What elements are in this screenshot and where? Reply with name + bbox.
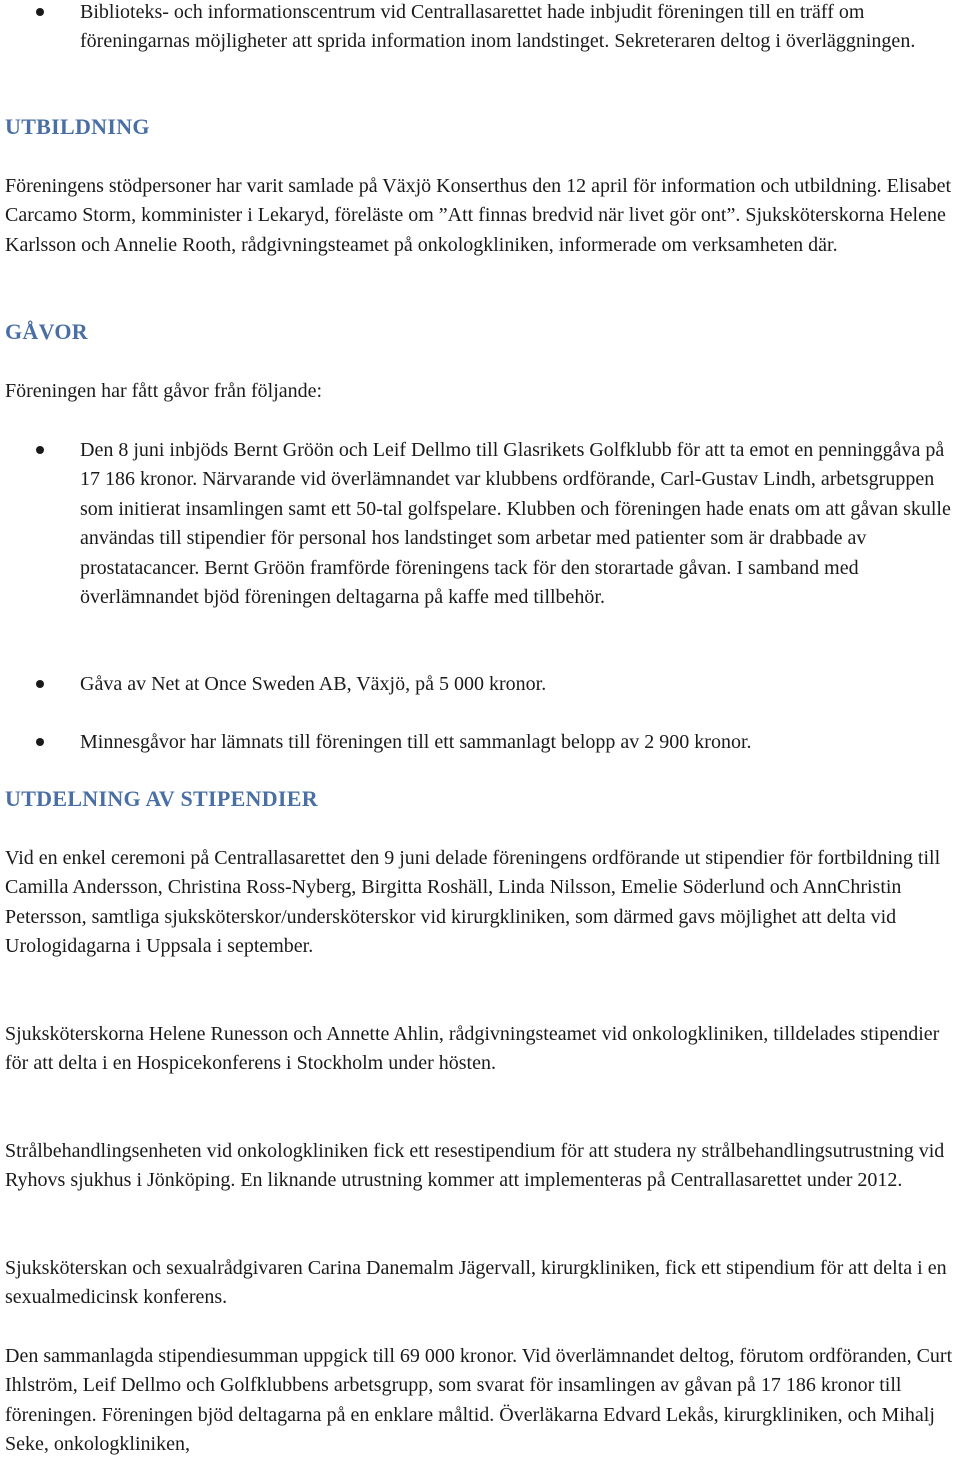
gavor-item: Minnesgåvor har lämnats till föreningen till ett sammanlagt belopp av 2 900 kronor. xyxy=(80,731,752,753)
intro-bullet-text: Biblioteks- och informationscentrum vid Centrallasarettet hade inbjudit föreningen till en träff om föreningarnas möjligheter att sprida information inom landstinget. Sekreteraren deltog i överläggningen. xyxy=(80,1,916,53)
gavor-item: Den 8 juni inbjöds Bernt Gröön och Leif Dellmo till Glasrikets Golfklubb för att ta emot en penninggåva på 17 186 kronor. Närvarande vid överlämnandet var klubbens ordförande, Carl-Gustav Lindh, arbetsgruppen som initierat insamlingen samt ett 50-tal golfspelare. Klubben och föreningen hade enats om att gåvan skulle användas till stipendier för personal hos landstinget som arbetar med patienter som är drabbade av prostatacancer. Bernt Gröön framförde föreningens tack för den storartade gåvan. I samband med överlämnandet bjöd föreningen deltagarna på kaffe med tillbehör. xyxy=(80,439,951,609)
section-heading-gavor: GÅVOR xyxy=(5,319,88,344)
stipendier-paragraph: Strålbehandlingsenheten vid onkologkliniken fick ett resestipendium för att studera ny strålbehandlingsutrustning vid Ryhovs sjukhus i Jönköping. En liknande utrustning kommer att implementeras på Centrallasarettet under 2012. xyxy=(5,1140,945,1192)
bullet-icon xyxy=(36,446,44,454)
gavor-item: Gåva av Net at Once Sweden AB, Växjö, på 5 000 kronor. xyxy=(80,673,547,695)
bullet-icon xyxy=(36,738,44,746)
stipendier-paragraph: Den sammanlagda stipendiesumman uppgick till 69 000 kronor. Vid överlämnandet deltog, förutom ordföranden, Curt Ihlström, Leif Dellmo och Golfklubbens arbetsgrupp, som svarat för insamlingen av gåvan på 17 186 kronor till föreningen. Föreningen bjöd deltagarna på en enklare måltid. Överläkarna Edvard Lekås, kirurgkliniken, och Mihalj Seke, onkologkliniken, xyxy=(5,1345,953,1456)
stipendier-paragraph: Sjuksköterskan och sexualrådgivaren Carina Danemalm Jägervall, kirurgkliniken, fick ett stipendium för att delta i en sexualmedicinsk konferens. xyxy=(5,1257,947,1309)
section-heading-stipendier: UTDELNING AV STIPENDIER xyxy=(5,786,318,811)
bullet-icon xyxy=(36,680,44,688)
utbildning-paragraph: Föreningens stödpersoner har varit samlade på Växjö Konserthus den 12 april för information och utbildning. Elisabet Carcamo Storm, komminister i Lekaryd, föreläste om ”Att finnas bredvid när livet gör ont”. Sjuksköterskorna Helene Karlsson och Annelie Rooth, rådgivningsteamet på onkologkliniken, informerade om verksamheten där. xyxy=(5,175,952,256)
bullet-icon xyxy=(36,8,44,16)
section-heading-utbildning: UTBILDNING xyxy=(5,114,150,139)
stipendier-paragraph: Vid en enkel ceremoni på Centrallasarettet den 9 juni delade föreningens ordförande ut stipendier för fortbildning till Camilla Andersson, Christina Ross-Nyberg, Birgitta Roshäll, Linda Nilsson, Emelie Söderlund och AnnChristin Petersson, samtliga sjuksköterskor/undersköterskor vid kirurgkliniken, som därmed gavs möjlighet att delta vid Urologidagarna i Uppsala i september. xyxy=(5,847,941,958)
gavor-intro: Föreningen har fått gåvor från följande: xyxy=(5,380,323,402)
stipendier-paragraph: Sjuksköterskorna Helene Runesson och Annette Ahlin, rådgivningsteamet vid onkologkliniken, tilldelades stipendier för att delta i en Hospicekonferens i Stockholm under hösten. xyxy=(5,1023,940,1075)
